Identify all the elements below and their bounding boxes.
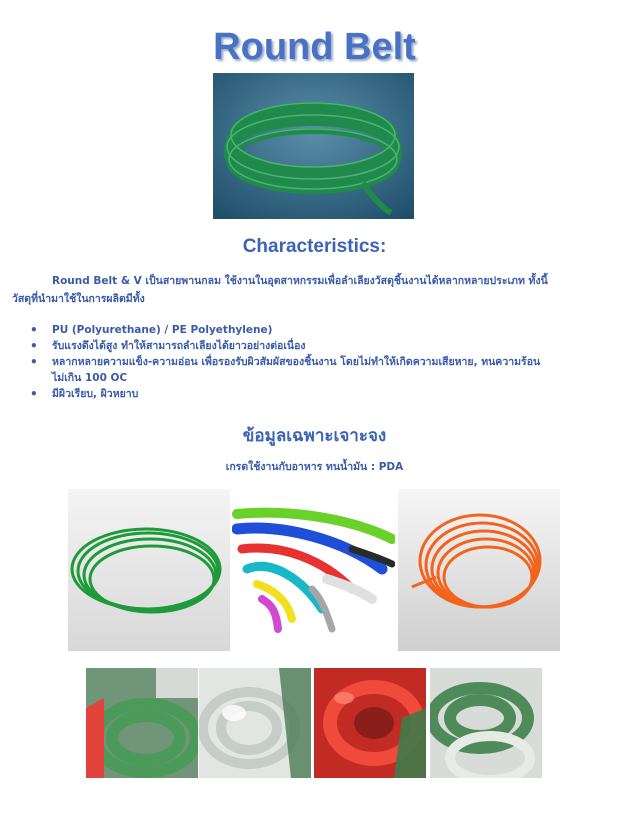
list-item-continuation: ไม่เกิน 100 OC: [52, 372, 128, 384]
characteristics-list: [30, 322, 620, 402]
grade-text: เกรดใช้งานกับอาหาร ทนน้ำมัน : PDA: [225, 461, 404, 473]
list-item: • รับแรงดึงได้สูง ทำให้สามารถลำเลียงได้ยาวอย่างต่อเนื่อง: [30, 338, 620, 354]
list-item: • หลากหลายความแข็ง-ความอ่อน เพื่อรองรับผิวสัมผัสของชิ้นงาน โดยไม่ทำให้เกิดความเสียหาย, ทนความร้อน: [30, 354, 620, 370]
colored-belts-photo: [232, 489, 395, 651]
list-item: • มีผิวเรียบ, ผิวหยาบ: [30, 386, 620, 402]
list-item: • PU (Polyurethane) / PE Polyethylene): [30, 322, 620, 338]
paragraph-line: วัสดุที่นำมาใช้ในการผลิตมีทั้ง: [12, 293, 145, 305]
characteristics-heading: Characteristics:: [242, 236, 387, 257]
paragraph-line: Round Belt & V เป็นสายพานกลม ใช้งานในอุตสาหกรรมเพื่อลำเลียงวัสดุชิ้นงานได้หลากหลายประเภท ทั้งนี้: [52, 275, 548, 287]
hero-belt-image: [213, 73, 414, 219]
green-belt-closeup-photo: [86, 668, 198, 778]
orange-belt-coil-photo: [398, 489, 560, 651]
clear-belt-closeup-photo: [199, 668, 311, 778]
specific-heading: ข้อมูลเฉพาะเจาะจง: [242, 426, 387, 445]
page-title: Round Belt: [213, 26, 416, 68]
red-belt-closeup-photo: [314, 668, 426, 778]
characteristics-paragraph: [12, 272, 616, 308]
green-belt-stack-closeup-photo: [430, 668, 542, 778]
green-belt-coil-photo: [68, 489, 230, 651]
